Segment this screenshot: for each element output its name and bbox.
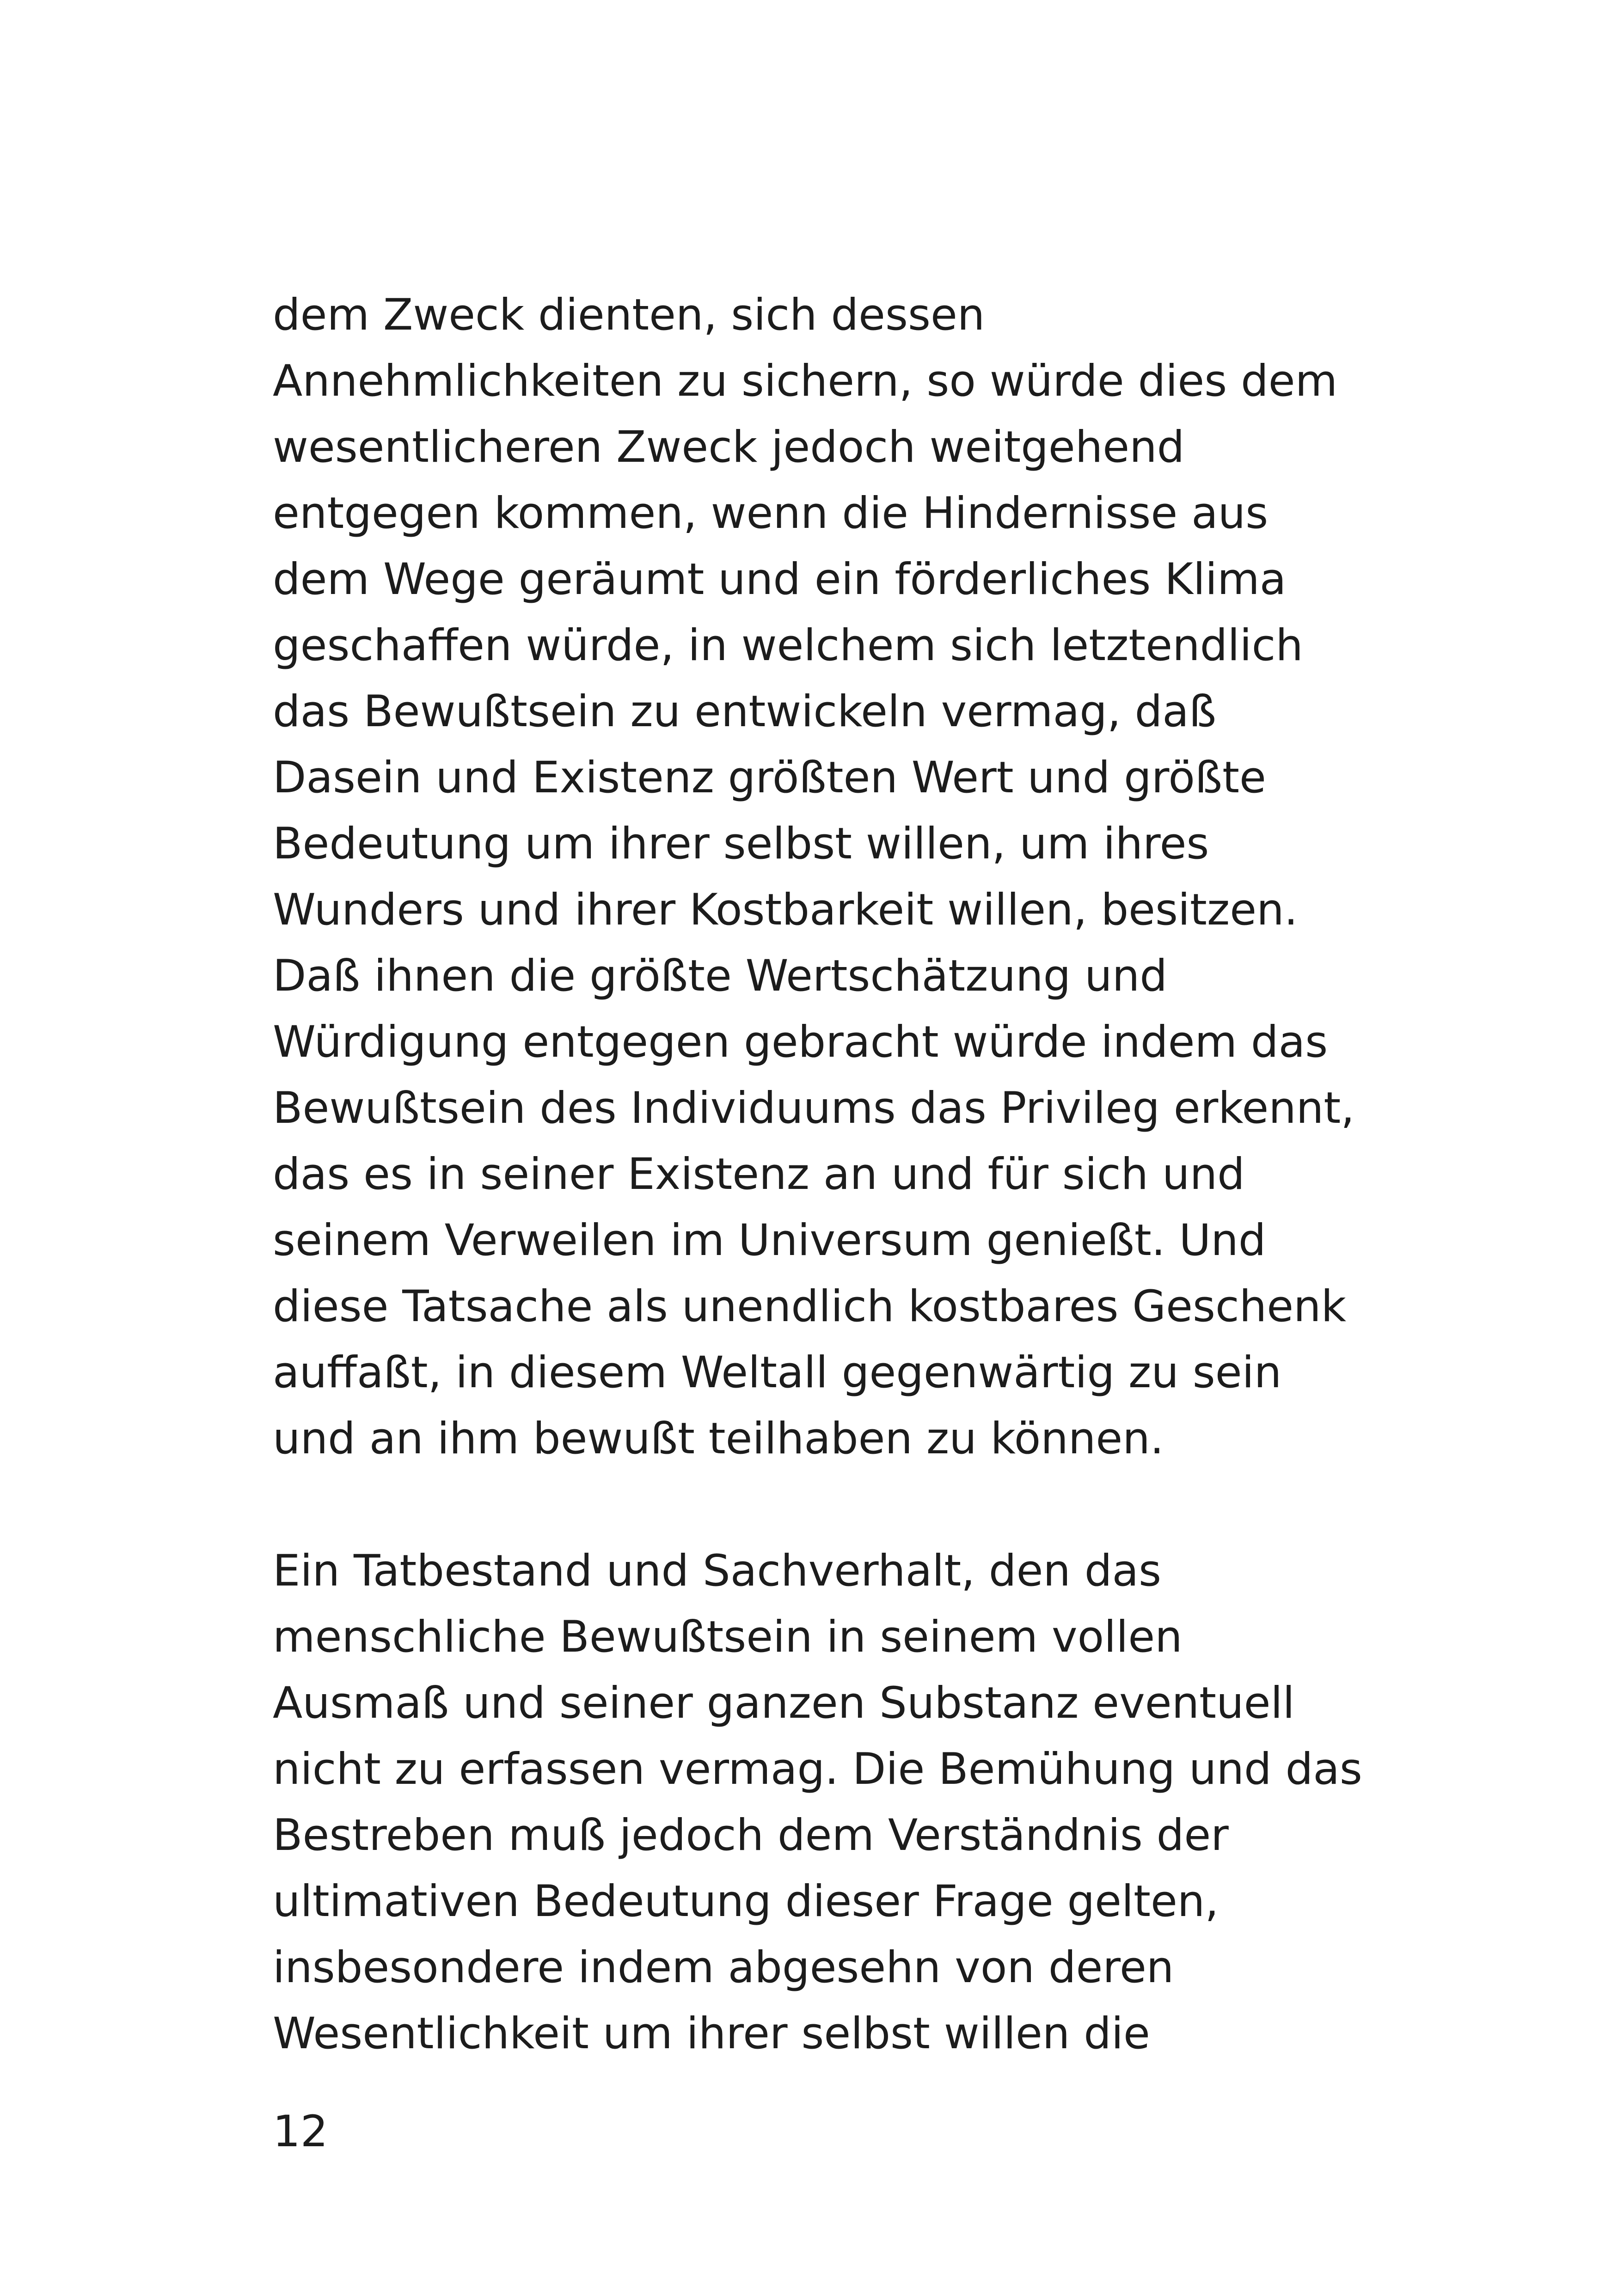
text-line: Wesentlichkeit um ihrer selbst willen die	[273, 2008, 1150, 2059]
text-line: menschliche Bewußtsein in seinem vollen	[273, 1612, 1183, 1662]
text-line: seinem Verweilen im Universum genießt. Und	[273, 1215, 1266, 1266]
text-line: geschaffen würde, in welchem sich letztendlich	[273, 620, 1303, 671]
text-line: Bestreben muß jedoch dem Verständnis der	[273, 1810, 1229, 1861]
text-line: und an ihm bewußt teilhaben zu können.	[273, 1414, 1164, 1464]
text-line: nicht zu erfassen vermag. Die Bemühung und das	[273, 1744, 1362, 1794]
text-line: Wunders und ihrer Kostbarkeit willen, besitzen.	[273, 885, 1298, 935]
page-number: 12	[273, 2106, 328, 2157]
text-line: Daß ihnen die größte Wertschätzung und	[273, 951, 1167, 1001]
paragraph-1	[273, 282, 1382, 1472]
text-line: das es in seiner Existenz an und für sich und	[273, 1149, 1245, 1200]
text-line: Bedeutung um ihrer selbst willen, um ihres	[273, 819, 1209, 869]
text-line: diese Tatsache als unendlich kostbares Geschenk	[273, 1281, 1347, 1332]
text-line: dem Zweck dienten, sich dessen	[273, 290, 985, 340]
body-text	[273, 282, 1382, 2067]
text-line: Bewußtsein des Individuums das Privileg erkennt,	[273, 1083, 1355, 1133]
text-line: auffaßt, in diesem Weltall gegenwärtig zu sein	[273, 1347, 1282, 1398]
text-line: insbesondere indem abgesehn von deren	[273, 1942, 1174, 1993]
text-line: Annehmlichkeiten zu sichern, so würde dies dem	[273, 356, 1338, 406]
text-line: Ein Tatbestand und Sachverhalt, den das	[273, 1546, 1162, 1596]
text-line: dem Wege geräumt und ein förderliches Klima	[273, 554, 1287, 605]
text-line: ultimativen Bedeutung dieser Frage gelten,	[273, 1876, 1219, 1927]
text-line: Dasein und Existenz größten Wert und größte	[273, 753, 1266, 803]
text-line: entgegen kommen, wenn die Hindernisse aus	[273, 488, 1269, 539]
text-line: Ausmaß und seiner ganzen Substanz eventuell	[273, 1678, 1295, 1728]
text-line: das Bewußtsein zu entwickeln vermag, daß	[273, 686, 1217, 737]
text-line: wesentlicheren Zweck jedoch weitgehend	[273, 422, 1185, 472]
text-line: Würdigung entgegen gebracht würde indem das	[273, 1017, 1328, 1067]
paragraph-2	[273, 1538, 1382, 2067]
